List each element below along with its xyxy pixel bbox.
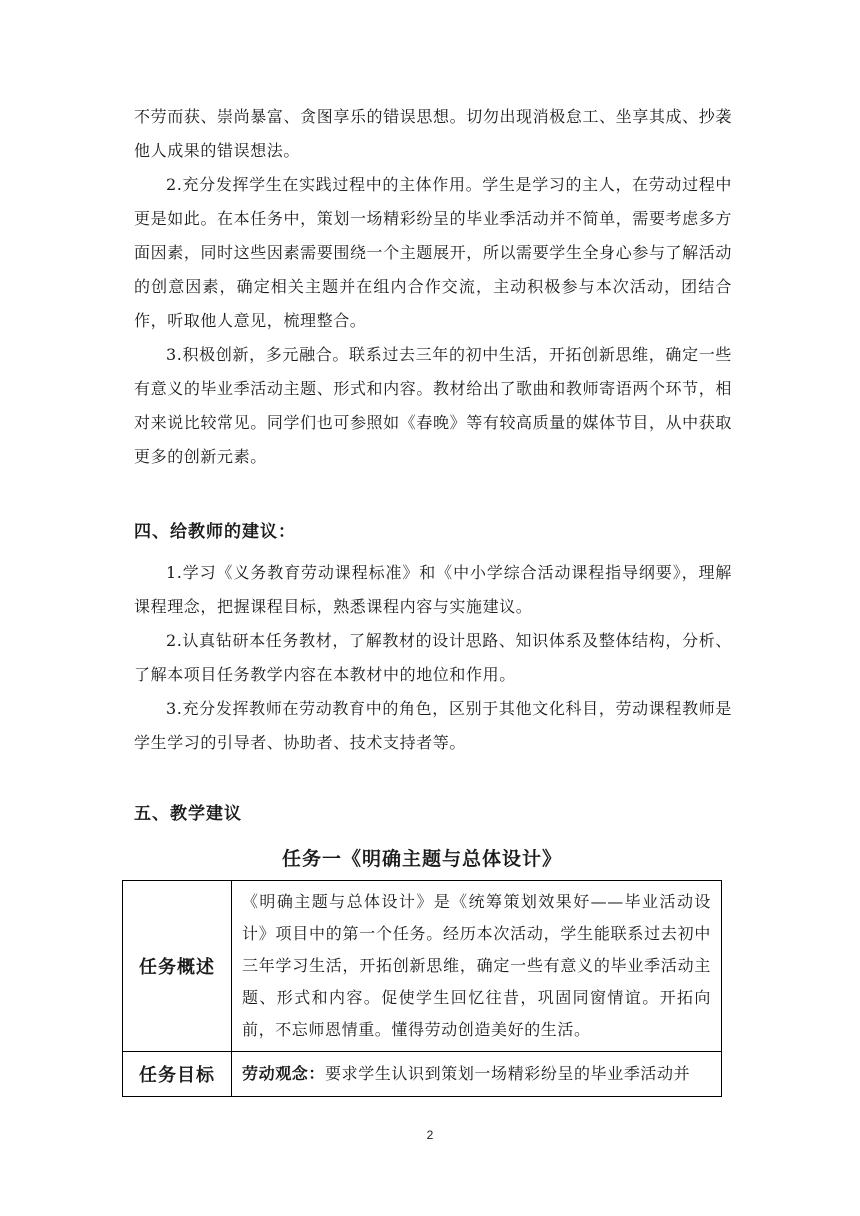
paragraph-point-3: 3.积极创新，多元融合。联系过去三年的初中生活，开拓创新思维，确定一些有意义的毕业季活动主题、形式和内容。教材给出了歌曲和教师寄语两个环节，相对来说比较常见。同学们也可参照如《春晚》等有较高质量的媒体节目，从中获取更多的创新元素。 (134, 345, 732, 466)
objective-text: 要求学生认识到策划一场精彩纷呈的毕业季活动并 (325, 1064, 691, 1083)
row-content-overview (232, 881, 722, 1052)
section-heading-teacher-advice: 四、给教师的建议： (134, 522, 296, 542)
paragraph-point-2: 2.充分发挥学生在实践过程中的主体作用。学生是学习的主人，在劳动过程中更是如此。在本任务中，策划一场精彩纷呈的毕业季活动并不简单，需要考虑多方面因素，同时这些因素需要围绕一个主题展开，所以需要学生全身心参与了解活动的创意因素，确定相关主题并在组内合作交流，主动积极参与本次活动，团结合作，听取他人意见，梳理整合。 (134, 175, 732, 330)
overview-text: 《明确主题与总体设计》是《统筹策划效果好——毕业活动设计》项目中的第一个任务。经历本次活动，学生能联系过去初中三年学习生活，开拓创新思维，确定一些有意义的毕业季活动主题、形式和内容。促使学生回忆往昔，巩固同窗情谊。开拓向前，不忘师恩情重。懂得劳动创造美好的生活。 (242, 892, 711, 1039)
objective-lead: 劳动观念： (242, 1064, 326, 1083)
table-row (123, 881, 722, 1052)
task-table (122, 880, 722, 1097)
row-label-overview: 任务概述 (123, 881, 232, 1052)
table-row (123, 1052, 722, 1097)
teacher-advice-item-2: 2.认真钻研本任务教材，了解教材的设计思路、知识体系及整体结构，分析、了解本项目任务教学内容在本教材中的地位和作用。 (134, 631, 732, 684)
row-content-objectives (232, 1052, 722, 1097)
section-heading-teaching-advice: 五、教学建议 (134, 804, 242, 824)
page-number: 2 (426, 1128, 434, 1142)
teacher-advice-item-1: 1.学习《义务教育劳动课程标准》和《中小学综合活动课程指导纲要》，理解课程理念，把握课程目标，熟悉课程内容与实施建议。 (134, 563, 732, 616)
paragraph-continuation: 不劳而获、崇尚暴富、贪图享乐的错误思想。切勿出现消极怠工、坐享其成、抄袭他人成果的错误想法。 (134, 107, 732, 160)
row-label-objectives: 任务目标 (123, 1052, 232, 1097)
teacher-advice-item-3: 3.充分发挥教师在劳动教育中的角色，区别于其他文化科目，劳动课程教师是学生学习的引导者、协助者、技术支持者等。 (134, 699, 732, 752)
task-table-title: 任务一《明确主题与总体设计》 (281, 848, 562, 870)
